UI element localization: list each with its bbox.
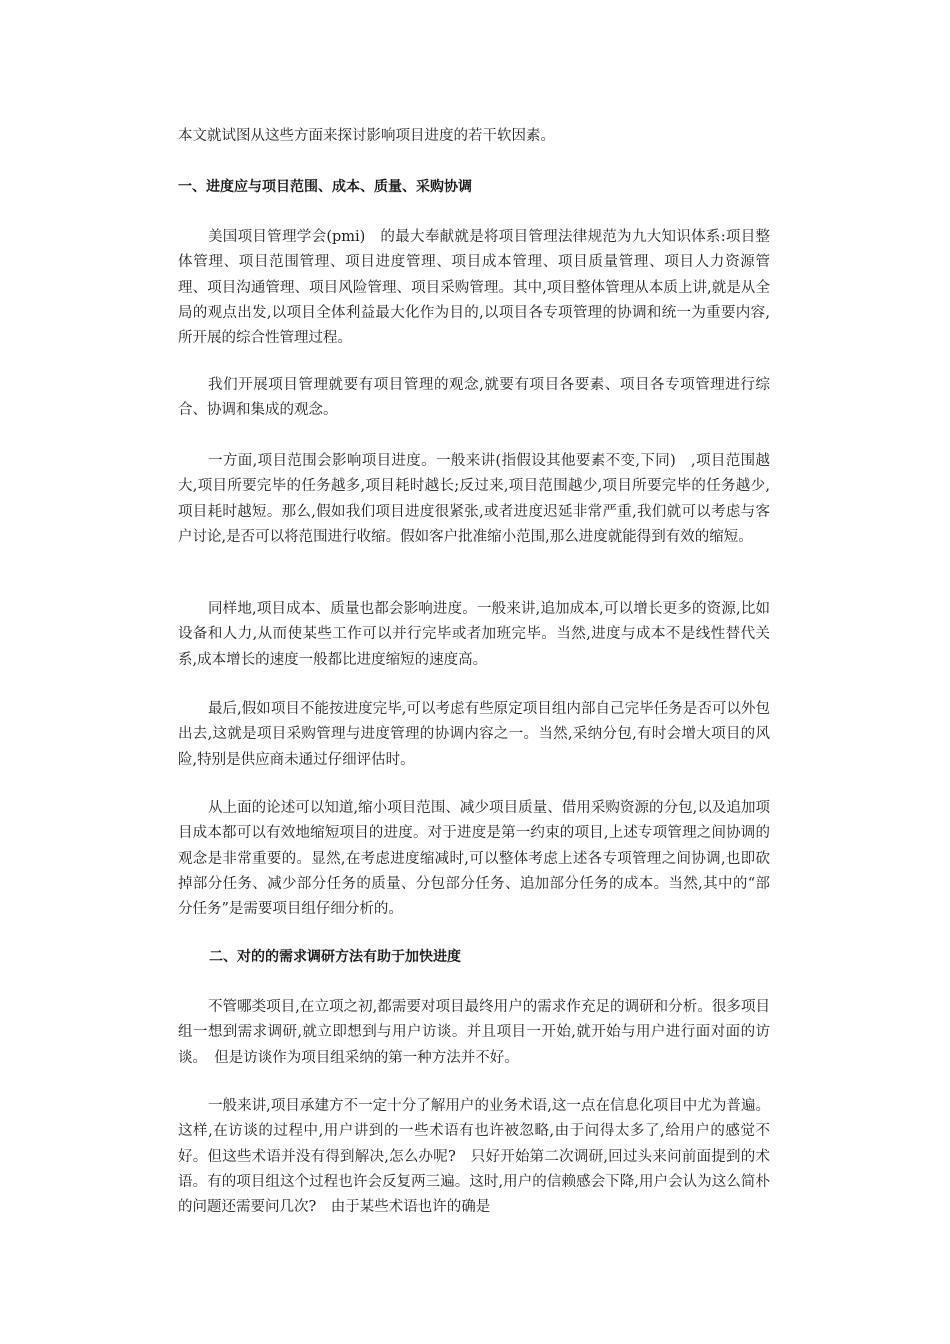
section-heading-2: 二、对的的需求调研方法有助于加快进度 [209, 949, 461, 965]
paragraph-requirements: 不管哪类项目,在立项之初,都需要对项目最终用户的需求作充足的调研和分析。很多项目组一想到需求调研,就立即想到与用户访谈。并且项目一开始,就开始与用户进行面对面的访谈。 但是访谈作为项目组采纳的第一种方法并不好。 [178, 999, 770, 1066]
paragraph-cost-quality: 同样地,项目成本、质量也都会影响进度。一般来讲,追加成本,可以增长更多的资源,比如设备和人力,从而使某些工作可以并行完毕或者加班完毕。当然,进度与成本不是线性替代关系,成本增长的速度一般都比进度缩短的速度高。 [178, 601, 770, 668]
paragraph-procurement: 最后,假如项目不能按进度完毕,可以考虑有些原定项目组内部自己完毕任务是否可以外包出去,这就是项目采购管理与进度管理的协调内容之一。当然,采纳分包,有时会增大项目的风险,特别是供应商未通过仔细评估时。 [178, 701, 770, 768]
paragraph-pmi: 美国项目管理学会(pmi) 的最大奉献就是将项目管理法律规范为九大知识体系:项目整体管理、项目范围管理、项目进度管理、项目成本管理、项目质量管理、项目人力资源管理、项目沟通管理、项目风险管理、项目采购管理。其中,项目整体管理从本质上讲,就是从全局的观点出发,以项目全体利益最大化作为目的,以项目各专项管理的协调和统一为重要内容,所开展的综合性管理过程。 [178, 229, 770, 347]
paragraph-terminology: 一般来讲,项目承建方不一定十分了解用户的业务术语,这一点在信息化项目中尤为普遍。这样,在访谈的过程中,用户讲到的一些术语有也许被忽略,由于问得太多了,给用户的感觉不好。但这些术语并没有得到解决,怎么办呢? 只好开始第二次调研,回过头来问前面提到的术语。有的项目组这个过程也许会反复两三遍。这时,用户的信赖感会下降,用户会认为这么简朴的问题还需要问几次? 由于某些术语也许的确是 [178, 1098, 770, 1216]
intro-paragraph: 本文就试图从这些方面来探讨影响项目进度的若干软因素。 [178, 128, 555, 144]
paragraph-summary: 从上面的论述可以知道,缩小项目范围、减少项目质量、借用采购资源的分包,以及追加项目成本都可以有效地缩短项目的进度。对于进度是第一约束的项目,上述专项管理之间协调的观念是非常重要的。显然,在考虑进度缩减时,可以整体考虑上述各专项管理之间协调,也即砍掉部分任务、减少部分任务的质量、分包部分任务、追加部分任务的成本。当然,其中的“部分任务”是需要项目组仔细分析的。 [178, 800, 770, 918]
paragraph-concept: 我们开展项目管理就要有项目管理的观念,就要有项目各要素、项目各专项管理进行综合、协调和集成的观念。 [178, 377, 770, 419]
paragraph-scope: 一方面,项目范围会影响项目进度。一般来讲(指假设其他要素不变,下同) ,项目范围越大,项目所要完毕的任务越多,项目耗时越长;反过来,项目范围越少,项目所要完毕的任务越少,项目耗时越短。那么,假如我们项目进度很紧张,或者进度迟延非常严重,我们就可以考虑与客户讨论,是否可以将范围进行收缩。假如客户批准缩小范围,那么进度就能得到有效的缩短。 [178, 453, 770, 545]
section-heading-1: 一、进度应与项目范围、成本、质量、采购协调 [178, 179, 472, 195]
